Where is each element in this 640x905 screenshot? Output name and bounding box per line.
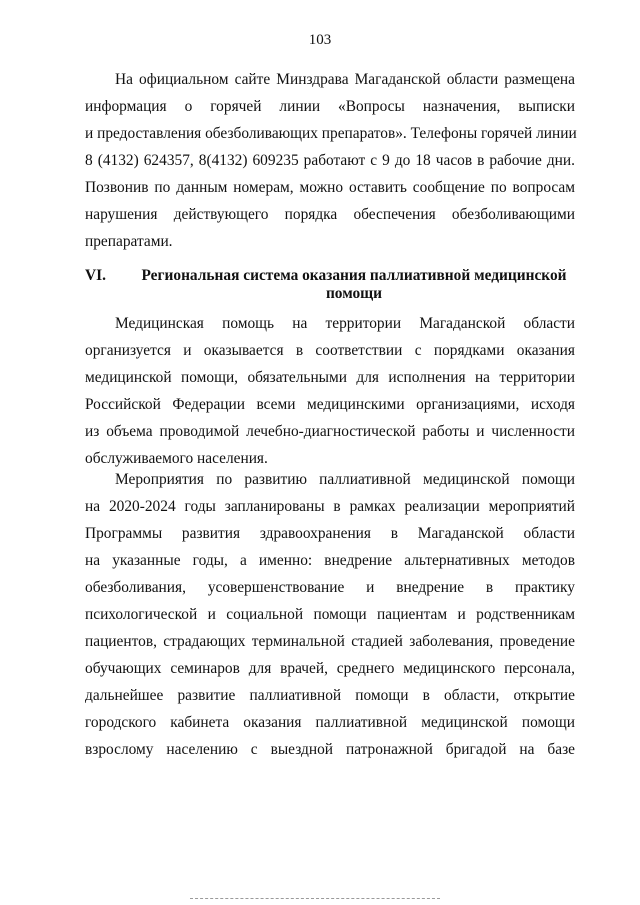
text-line: взрослому населению с выездной патронажной бригадой на базе xyxy=(85,741,575,758)
text-line: На официальном сайте Минздрава Магаданской области размещена xyxy=(115,71,575,88)
text-line: 8 (4132) 624357, 8(4132) 609235 работают с 9 до 18 часов в рабочие дни. xyxy=(85,152,575,169)
text-line: на 2020-2024 годы запланированы в рамках реализации мероприятий xyxy=(85,498,575,515)
text-line: препаратами. xyxy=(85,233,173,250)
page-number: 103 xyxy=(308,32,332,48)
text-line: информация о горячей линии «Вопросы назначения, выписки xyxy=(85,98,575,115)
text-line: обслуживаемого населения. xyxy=(85,450,268,467)
text-line: обезболивания, усовершенствование и внедрение в практику xyxy=(85,579,575,596)
text-line: и предоставления обезболивающих препаратов». Телефоны горячей линии xyxy=(85,125,577,142)
text-line: организуется и оказывается в соответствии с порядками оказания xyxy=(85,342,575,359)
text-line: Мероприятия по развитию паллиативной медицинской помощи xyxy=(115,471,575,488)
text-line: дальнейшее развитие паллиативной помощи в области, открытие xyxy=(85,687,575,704)
section-title-line-1: Региональная система оказания паллиативной медицинской xyxy=(141,267,567,284)
scan-edge-divider xyxy=(190,898,440,899)
section-number: VI. xyxy=(85,267,106,284)
text-line: психологической и социальной помощи пациентам и родственникам xyxy=(85,606,575,623)
section-heading xyxy=(85,267,575,303)
section-title-line-2: помощи xyxy=(325,285,383,302)
text-line: медицинской помощи, обязательными для исполнения на территории xyxy=(85,369,575,386)
text-line: городского кабинета оказания паллиативной медицинской помощи xyxy=(85,714,575,731)
text-line: нарушения действующего порядка обеспечения обезболивающими xyxy=(85,206,575,223)
text-line: пациентов, страдающих терминальной стадией заболевания, проведение xyxy=(85,633,575,650)
text-line: Российской Федерации всеми медицинскими организациями, исходя xyxy=(85,396,575,413)
text-line: Программы развития здравоохранения в Магаданской области xyxy=(85,525,575,542)
text-line: Позвонив по данным номерам, можно оставить сообщение по вопросам xyxy=(85,179,575,196)
text-line: обучающих семинаров для врачей, среднего медицинского персонала, xyxy=(85,660,575,677)
text-line: Медицинская помощь на территории Магаданской области xyxy=(115,315,575,332)
text-line: на указанные годы, а именно: внедрение альтернативных методов xyxy=(85,552,575,569)
text-line: из объема проводимой лечебно-диагностической работы и численности xyxy=(85,423,575,440)
